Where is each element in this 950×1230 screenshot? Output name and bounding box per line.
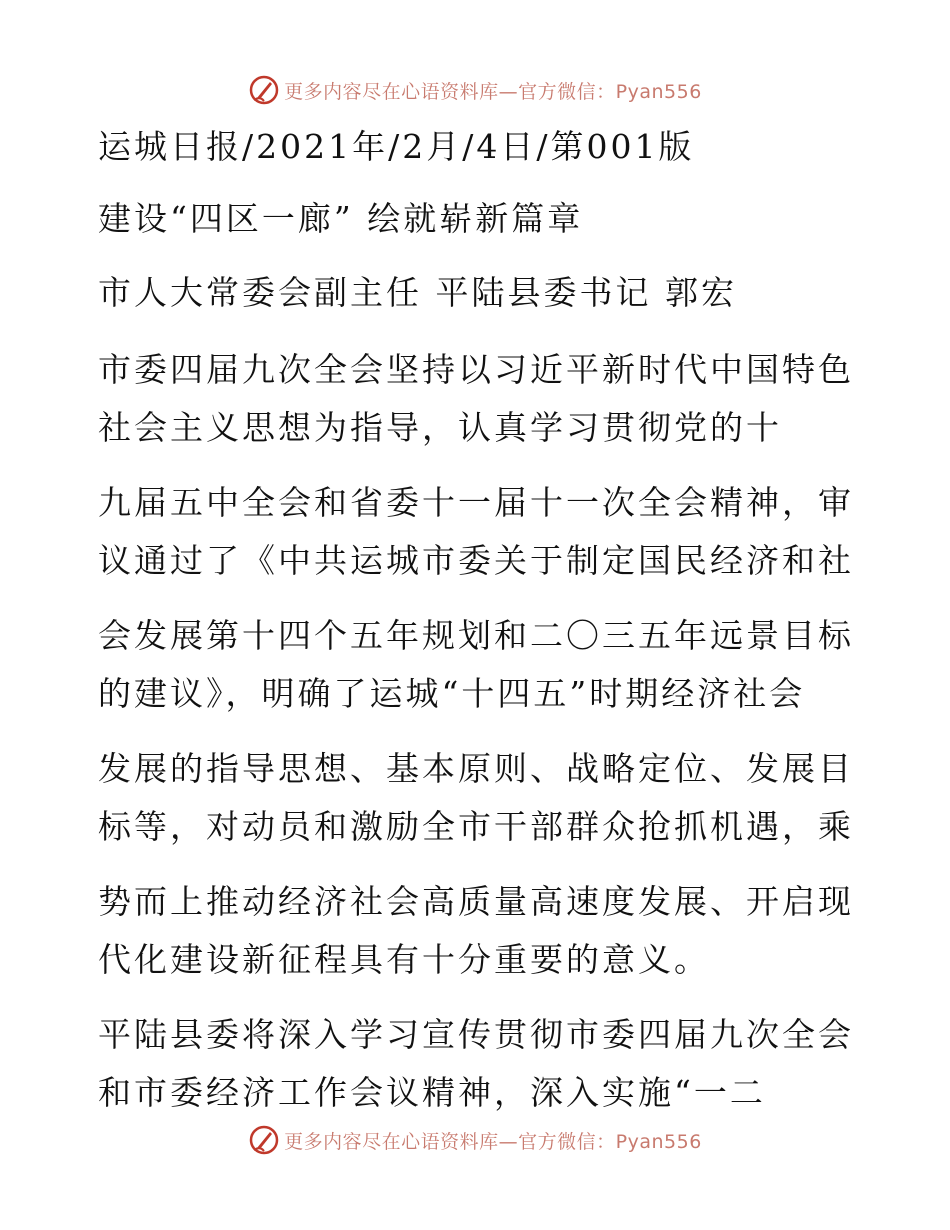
paragraph-line: 社会主义思想为指导，认真学习贯彻党的十 xyxy=(98,408,782,447)
watermark-text: 更多内容尽在心语资料库—官方微信：Pyan556 xyxy=(284,1130,702,1153)
paragraph-line: 势而上推动经济社会高质量高速度发展、开启现 xyxy=(98,882,854,921)
article-title: 建设“四区一廊” 绘就崭新篇章 xyxy=(98,199,584,238)
paragraph-line: 的建议》，明确了运城“十四五”时期经济社会 xyxy=(98,674,806,713)
paragraph-line: 九届五中全会和省委十一届十一次全会精神，审 xyxy=(98,483,854,522)
paragraph-line: 标等，对动员和激励全市干部群众抢抓机遇，乘 xyxy=(98,807,854,846)
article-author: 市人大常委会副主任 平陆县委书记 郭宏 xyxy=(98,273,737,312)
header-watermark xyxy=(0,70,950,110)
watermark-text: 更多内容尽在心语资料库—官方微信：Pyan556 xyxy=(284,80,702,103)
paragraph-line: 代化建设新征程具有十分重要的意义。 xyxy=(98,940,710,979)
paragraph-line: 发展的指导思想、基本原则、战略定位、发展目 xyxy=(98,749,854,788)
paragraph-line: 市委四届九次全会坚持以习近平新时代中国特色 xyxy=(98,350,854,389)
quill-logo-icon xyxy=(248,1124,280,1156)
footer-watermark xyxy=(0,1120,950,1160)
paragraph-line: 平陆县委将深入学习宣传贯彻市委四届九次全会 xyxy=(98,1015,854,1054)
quill-logo-icon xyxy=(248,74,280,106)
paragraph-line: 会发展第十四个五年规划和二〇三五年远景目标 xyxy=(98,616,854,655)
newspaper-source-line: 运城日报/2021年/2月/4日/第001版 xyxy=(98,127,695,166)
paragraph-line: 和市委经济工作会议精神，深入实施“一二 xyxy=(98,1073,766,1112)
paragraph-line: 议通过了《中共运城市委关于制定国民经济和社 xyxy=(98,541,854,580)
